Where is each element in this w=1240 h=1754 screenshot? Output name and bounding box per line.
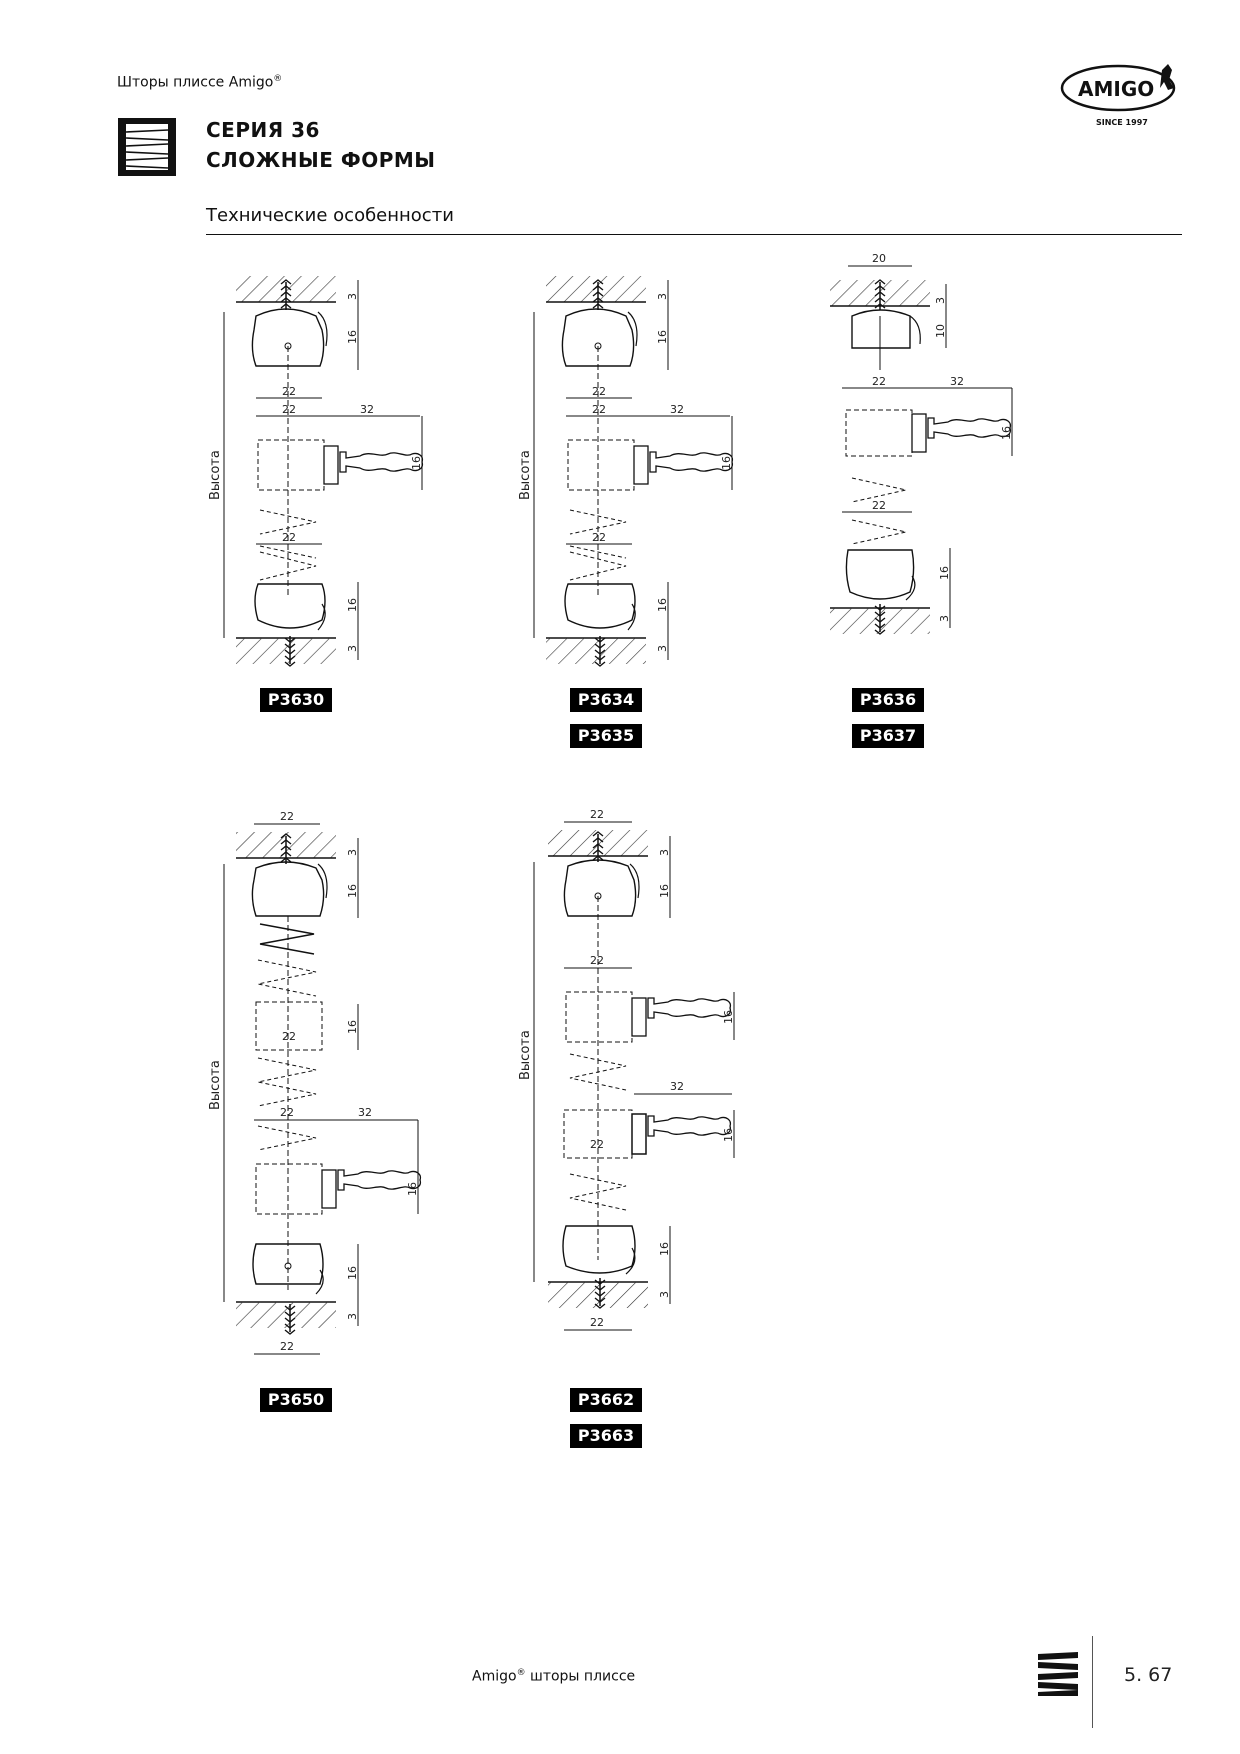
svg-text:3: 3 <box>346 645 359 652</box>
svg-text:32: 32 <box>358 1106 372 1119</box>
svg-text:22: 22 <box>590 1138 604 1151</box>
model-code-p3630: P3630 <box>260 688 332 712</box>
svg-text:32: 32 <box>950 375 964 388</box>
svg-text:Высота: Высота <box>518 1030 533 1080</box>
svg-text:16: 16 <box>656 598 669 612</box>
svg-text:22: 22 <box>282 403 296 416</box>
svg-text:22: 22 <box>280 810 294 823</box>
footer-registered-mark: ® <box>516 1668 526 1678</box>
svg-text:Высота: Высота <box>518 450 533 500</box>
svg-text:22: 22 <box>590 954 604 967</box>
drawing-p3636-p3637 <box>830 252 1013 634</box>
model-code-p3635: P3635 <box>570 724 642 748</box>
section-title: Технические особенности <box>206 205 454 226</box>
svg-text:3: 3 <box>658 1291 671 1298</box>
svg-text:32: 32 <box>670 403 684 416</box>
drawing-p3630 <box>208 276 423 666</box>
model-code-p3663: P3663 <box>570 1424 642 1448</box>
svg-text:16: 16 <box>658 1242 671 1256</box>
svg-text:22: 22 <box>282 1030 296 1043</box>
svg-text:16: 16 <box>658 884 671 898</box>
svg-text:16: 16 <box>346 1020 359 1034</box>
svg-text:22: 22 <box>282 531 296 544</box>
svg-text:16: 16 <box>720 456 733 470</box>
footer-brand: Amigo <box>472 1668 517 1685</box>
series-number: СЕРИЯ 36 <box>206 118 320 142</box>
logo-since-text: SINCE 1997 <box>1096 118 1148 127</box>
svg-text:16: 16 <box>346 884 359 898</box>
svg-text:22: 22 <box>280 1106 294 1119</box>
model-code-p3662: P3662 <box>570 1388 642 1412</box>
drawing-p3634-p3635 <box>518 276 733 666</box>
footer-divider <box>1092 1636 1093 1728</box>
svg-text:22: 22 <box>282 385 296 398</box>
pleated-blind-icon <box>1036 1652 1080 1696</box>
footer-product: шторы плиссе <box>525 1668 636 1685</box>
svg-text:20: 20 <box>872 252 886 265</box>
svg-text:22: 22 <box>590 808 604 821</box>
logo-brand-text: AMIGO <box>1078 77 1155 101</box>
svg-text:16: 16 <box>346 598 359 612</box>
svg-text:16: 16 <box>938 566 951 580</box>
svg-text:16: 16 <box>722 1010 735 1024</box>
header-registered-mark: ® <box>273 74 283 84</box>
svg-text:22: 22 <box>592 403 606 416</box>
svg-text:3: 3 <box>938 615 951 622</box>
model-code-p3650: P3650 <box>260 1388 332 1412</box>
svg-text:Высота: Высота <box>208 450 223 500</box>
svg-text:22: 22 <box>590 1316 604 1329</box>
svg-text:3: 3 <box>934 297 947 304</box>
svg-text:22: 22 <box>592 531 606 544</box>
svg-text:3: 3 <box>346 1313 359 1320</box>
model-code-p3634: P3634 <box>570 688 642 712</box>
svg-text:22: 22 <box>872 375 886 388</box>
svg-text:16: 16 <box>346 330 359 344</box>
svg-text:22: 22 <box>280 1340 294 1353</box>
header-product: Шторы плиссе Amigo <box>117 74 274 91</box>
svg-text:22: 22 <box>592 385 606 398</box>
svg-text:32: 32 <box>360 403 374 416</box>
svg-text:16: 16 <box>1000 426 1013 440</box>
svg-text:16: 16 <box>656 330 669 344</box>
svg-text:16: 16 <box>406 1182 419 1196</box>
series-subtitle: СЛОЖНЫЕ ФОРМЫ <box>206 148 436 172</box>
svg-text:3: 3 <box>346 849 359 856</box>
drawing-p3650 <box>208 810 420 1354</box>
svg-text:3: 3 <box>656 645 669 652</box>
svg-text:3: 3 <box>656 293 669 300</box>
svg-text:10: 10 <box>934 324 947 338</box>
svg-text:Высота: Высота <box>208 1060 223 1110</box>
svg-text:3: 3 <box>346 293 359 300</box>
svg-text:22: 22 <box>872 499 886 512</box>
drawing-p3662-p3663 <box>518 808 735 1330</box>
page-number: 5. 67 <box>1124 1664 1173 1686</box>
svg-text:3: 3 <box>658 849 671 856</box>
model-code-p3636: P3636 <box>852 688 924 712</box>
svg-text:16: 16 <box>346 1266 359 1280</box>
footer-text <box>472 1668 635 1685</box>
svg-text:16: 16 <box>722 1128 735 1142</box>
model-code-p3637: P3637 <box>852 724 924 748</box>
svg-text:16: 16 <box>410 456 423 470</box>
svg-text:32: 32 <box>670 1080 684 1093</box>
